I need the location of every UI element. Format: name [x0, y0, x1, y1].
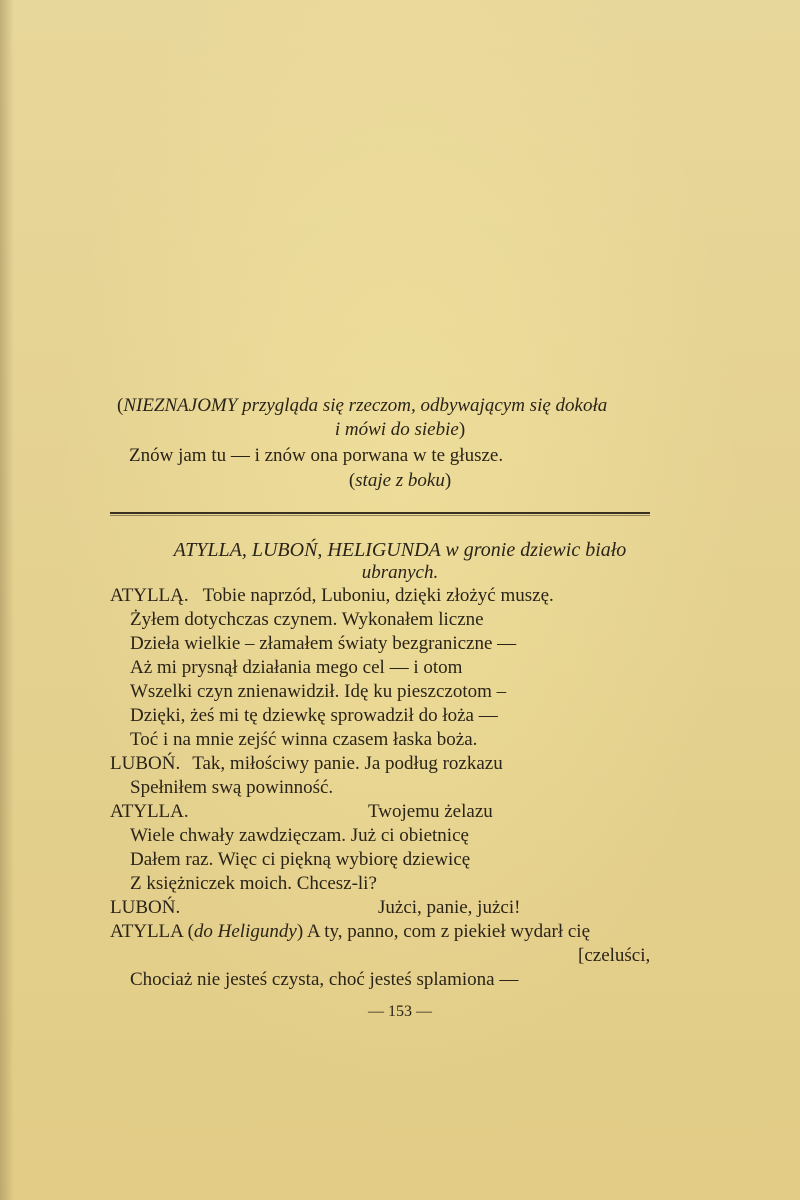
stage-direction-2: (staje z boku) [348, 470, 452, 491]
dialogue-line: Wiele chwały zawdzięczam. Już ci obietnicę [130, 825, 469, 846]
dialogue-line: [czeluści, [578, 945, 651, 966]
page-number: — 153 — [368, 1003, 432, 1020]
section-divider-shadow [110, 515, 650, 516]
dialogue-line: ATYLLA (do Heligundy) A ty, panno, com z piekieł wydarł cię [110, 921, 590, 942]
dialogue-line: Aż mi prysnął działania mego cel — i otom [130, 657, 463, 678]
scene-heading-line-2: ubranych. [361, 562, 439, 583]
dialogue-line: Dałem raz. Więc ci piękną wybiorę dziewicę [130, 849, 471, 870]
speaker: ATYLLĄ. [110, 585, 189, 606]
speaker: LUBOŃ. [110, 897, 181, 918]
dialogue-line: Twojemu żelazu [368, 801, 493, 822]
dialogue-line [110, 800, 189, 824]
dialogue-line: ATYLLĄ. Tobie naprzód, Luboniu, dzięki złożyć muszę. [110, 585, 554, 606]
section-divider [110, 512, 650, 514]
dialogue-line: Chociaż nie jesteś czysta, choć jesteś splamiona — [130, 969, 519, 990]
dialogue-line: Wszelki czyn znienawidził. Idę ku pieszczotom – [130, 681, 507, 702]
speaker: LUBOŃ. [110, 753, 181, 774]
speaker: ATYLLA [110, 921, 183, 942]
dialogue-line: Dzięki, żeś mi tę dziewkę sprowadził do łoża — [130, 705, 498, 726]
character-name: NIEZNAJOMY [123, 395, 238, 416]
scene-heading-line-1: ATYLLA, LUBOŃ, HELIGUNDA w gronie dziewic biało [173, 539, 627, 561]
dialogue-line: Jużci, panie, jużci! [378, 897, 521, 918]
dialogue-line: Z księżniczek moich. Chcesz-li? [130, 873, 377, 894]
dialogue-line: Spełniłem swą powinność. [130, 777, 334, 798]
verse-line: Znów jam tu — i znów ona porwana w te głusze. [129, 445, 504, 466]
speaker: ATYLLA. [110, 801, 189, 822]
dialogue-line: Toć i na mnie zejść winna czasem łaska boża. [130, 729, 478, 750]
dialogue-line: LUBOŃ. Tak, miłościwy panie. Ja podług rozkazu [110, 753, 503, 774]
stage-direction-line-2: i mówi do siebie) [334, 419, 466, 440]
dialogue-line [110, 896, 180, 920]
dialogue-line: Żyłem dotychczas czynem. Wykonałem liczne [130, 609, 484, 630]
dialogue-line: Dzieła wielkie – złamałem światy bezgraniczne — [130, 633, 517, 654]
stage-direction: do Heligundy [193, 921, 297, 942]
stage-direction-line-1: (NIEZNAJOMY przygląda się rzeczom, odbywającym się dokoła [117, 395, 608, 416]
